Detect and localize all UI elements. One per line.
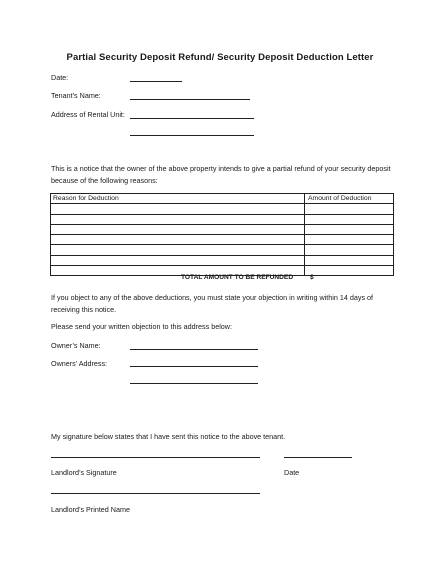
amount-cell[interactable] — [305, 266, 394, 276]
amount-cell[interactable] — [305, 204, 394, 214]
reason-cell[interactable] — [51, 224, 305, 234]
table-row — [51, 255, 394, 265]
objection-paragraph: If you object to any of the above deductions, you must state your objection in writing within 14 days of receiving this notice. — [51, 293, 374, 314]
total-currency-symbol: $ — [310, 274, 314, 281]
deduction-table — [50, 193, 394, 276]
reason-cell[interactable] — [51, 235, 305, 245]
owner-name-field[interactable] — [130, 349, 258, 350]
signature-statement: My signature below states that I have sent this notice to the above tenant. — [51, 432, 286, 441]
owner-address-field-line-2[interactable] — [130, 383, 258, 384]
table-header-row — [51, 194, 394, 204]
owner-address-field-line-1[interactable] — [130, 366, 258, 367]
table-row — [51, 235, 394, 245]
landlord-printed-name-field[interactable] — [51, 493, 260, 494]
page-title: Partial Security Deposit Refund/ Security Deposit Deduction Letter — [66, 52, 374, 63]
amount-cell[interactable] — [305, 214, 394, 224]
landlord-printed-name-label: Landlord’s Printed Name — [51, 505, 130, 514]
amount-column-header: Amount of Deduction — [305, 194, 394, 204]
table-row — [51, 245, 394, 255]
reason-cell[interactable] — [51, 255, 305, 265]
reason-column-header: Reason for Deduction — [51, 194, 305, 204]
reason-cell[interactable] — [51, 245, 305, 255]
total-refund-label: TOTAL AMOUNT TO BE REFUNDED — [181, 274, 294, 281]
reason-cell[interactable] — [51, 204, 305, 214]
table-row — [51, 224, 394, 234]
reason-cell[interactable] — [51, 214, 305, 224]
amount-cell[interactable] — [305, 224, 394, 234]
notice-paragraph: This is a notice that the owner of the above property intends to give a partial refund of your security deposit because of the following reasons: — [51, 164, 391, 185]
owner-address-label: Owners’ Address: — [51, 359, 108, 368]
amount-cell[interactable] — [305, 255, 394, 265]
tenant-name-field[interactable] — [130, 99, 250, 100]
landlord-signature-label: Landlord’s Signature — [51, 468, 117, 477]
rental-address-field-line-1[interactable] — [130, 118, 254, 119]
signature-date-label: Date — [284, 468, 300, 477]
rental-address-label: Address of Rental Unit: — [51, 110, 125, 119]
date-field[interactable] — [130, 81, 182, 82]
tenant-name-label: Tenant’s Name: — [51, 91, 101, 100]
signature-date-field[interactable] — [284, 457, 352, 458]
rental-address-field-line-2[interactable] — [130, 135, 254, 136]
landlord-signature-field[interactable] — [51, 457, 260, 458]
amount-cell[interactable] — [305, 235, 394, 245]
send-objection-text: Please send your written objection to this address below: — [51, 322, 232, 331]
date-label: Date: — [51, 73, 69, 82]
owner-name-label: Owner’s Name: — [51, 341, 101, 350]
amount-cell[interactable] — [305, 245, 394, 255]
table-row — [51, 214, 394, 224]
table-row — [51, 204, 394, 214]
